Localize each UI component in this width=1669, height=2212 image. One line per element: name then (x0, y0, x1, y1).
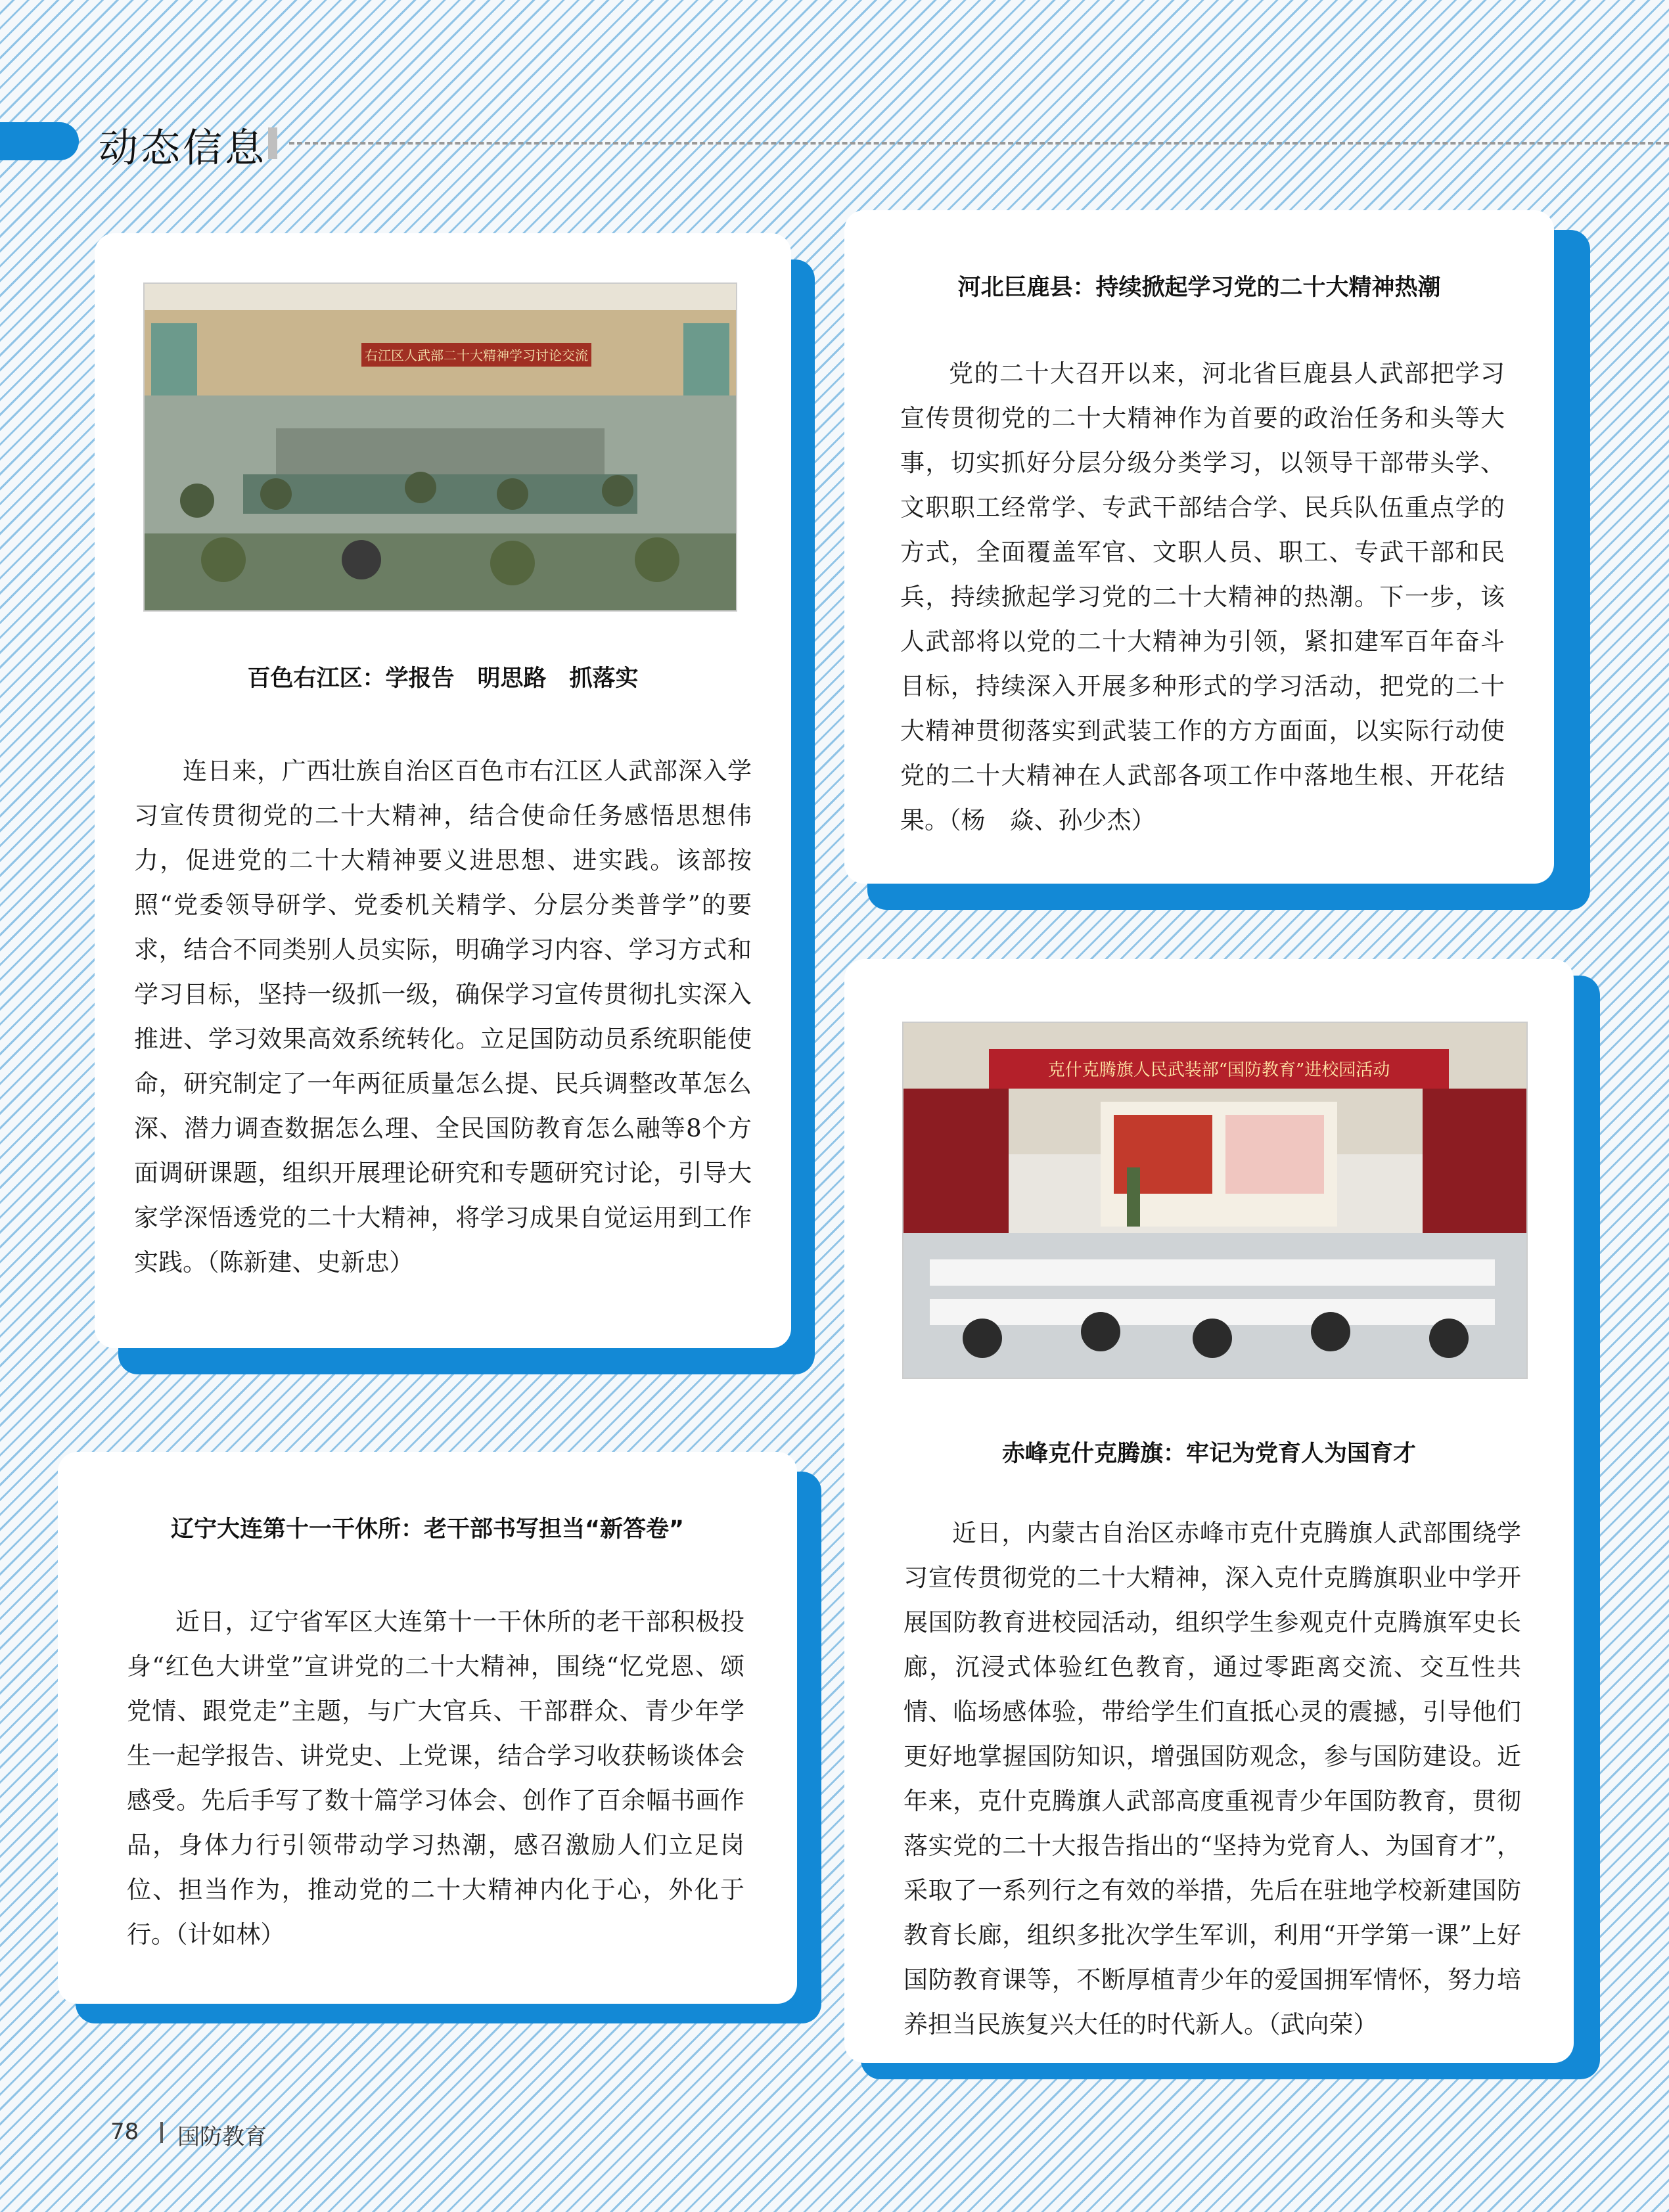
article-card-baise (95, 233, 791, 1348)
article-body: 近日，内蒙古自治区赤峰市克什克腾旗人武部围绕学习宣传贯彻党的二十大精神，深入克什克腾旗职业中学开展国防教育进校园活动，组织学生参观克什克腾旗军史长廊，沉浸式体验红色教育，通过零距离交流、交互性共情、临场感体验，带给学生们直抵心灵的震撼，引导他们更好地掌握国防知识，增强国防观念，参与国防建设。近年来，克什克腾旗人武部高度重视青少年国防教育，贯彻落实党的二十大报告指出的“坚持为党育人、为国育才”，采取了一系列行之有效的举措，先后在驻地学校新建国防教育长廊，组织多批次学生军训，利用“开学第一课”上好国防教育课等，不断厚植青少年的爱国拥军情怀，努力培养担当民族复兴大任的时代新人。（武向荣） (903, 1519, 1521, 2039)
article-body: 近日，辽宁省军区大连第十一干休所的老干部积极投身“红色大讲堂”宣讲党的二十大精神，围绕“忆党恩、颂党情、跟党走”主题，与广大官兵、干部群众、青少年学生一起学报告、讲党史、上党课，结合学习收获畅谈体会感受。先后手写了数十篇学习体会、创作了百余幅书画作品，身体力行引领带动学习热潮，感召激励人们立足岗位、担当作为，推动党的二十大精神内化于心，外化于行。（计如林） (127, 1608, 744, 1949)
article-title: 百色右江区：学报告 明思路 抓落实 (247, 666, 639, 692)
section-marker (0, 122, 79, 160)
photo-banner-text: 右江区人武部二十大精神学习讨论交流 (365, 348, 588, 363)
article-title: 赤峰克什克腾旗：牢记为党育人为国育才 (1001, 1441, 1416, 1467)
magazine-name: 国防教育 (177, 2124, 267, 2150)
article-body: 党的二十大召开以来，河北省巨鹿县人武部把学习宣传贯彻党的二十大精神作为首要的政治任务和头等大事，切实抓好分层分级分类学习，以领导干部带头学、文职职工经常学、专武干部结合学、民兵队伍重点学的方式，全面覆盖军官、文职人员、职工、专武干部和民兵，持续掀起学习党的二十大精神的热潮。下一步，该人武部将以党的二十大精神为引领，紧扣建军百年奋斗目标，持续深入开展多种形式的学习活动，把党的二十大精神贯彻落实到武装工作的方方面面，以实际行动使党的二十大精神在人武部各项工作中落地生根、开花结果。（杨 焱、孙少杰） (900, 359, 1505, 834)
page-number: 78 (110, 2119, 139, 2145)
article-card-dalian (58, 1452, 797, 2004)
section-title: 动态信息 (99, 125, 267, 171)
article-title: 河北巨鹿县：持续掀起学习党的二十大精神热潮 (957, 275, 1441, 301)
title-divider (268, 127, 277, 159)
classroom-photo (902, 1022, 1528, 1379)
header-dashed-line (289, 142, 1669, 145)
meeting-photo (143, 282, 737, 612)
article-card-julu (844, 210, 1554, 884)
footer-divider (160, 2122, 163, 2143)
article-body: 连日来，广西壮族自治区百色市右江区人武部深入学习宣传贯彻党的二十大精神，结合使命任务感悟思想伟力，促进党的二十大精神要义进思想、进实践。该部按照“党委领导研学、党委机关精学、分层分类普学”的要求，结合不同类别人员实际，明确学习内容、学习方式和学习目标，坚持一级抓一级，确保学习宣传贯彻扎实深入推进、学习效果高效系统转化。立足国防动员系统职能使命，研究制定了一年两征质量怎么提、民兵调整改革怎么深、潜力调查数据怎么理、全民国防教育怎么融等8个方面调研课题，组织开展理论研究和专题研究讨论，引导大家学深悟透党的二十大精神，将学习成果自觉运用到工作实践。（陈新建、史新忠） (134, 757, 752, 1276)
photo-banner-text: 克什克腾旗人民武装部“国防教育”进校园活动 (1047, 1060, 1390, 1080)
article-title: 辽宁大连第十一干休所：老干部书写担当“新答卷” (170, 1516, 684, 1543)
article-card-keshiketeng (844, 959, 1574, 2063)
